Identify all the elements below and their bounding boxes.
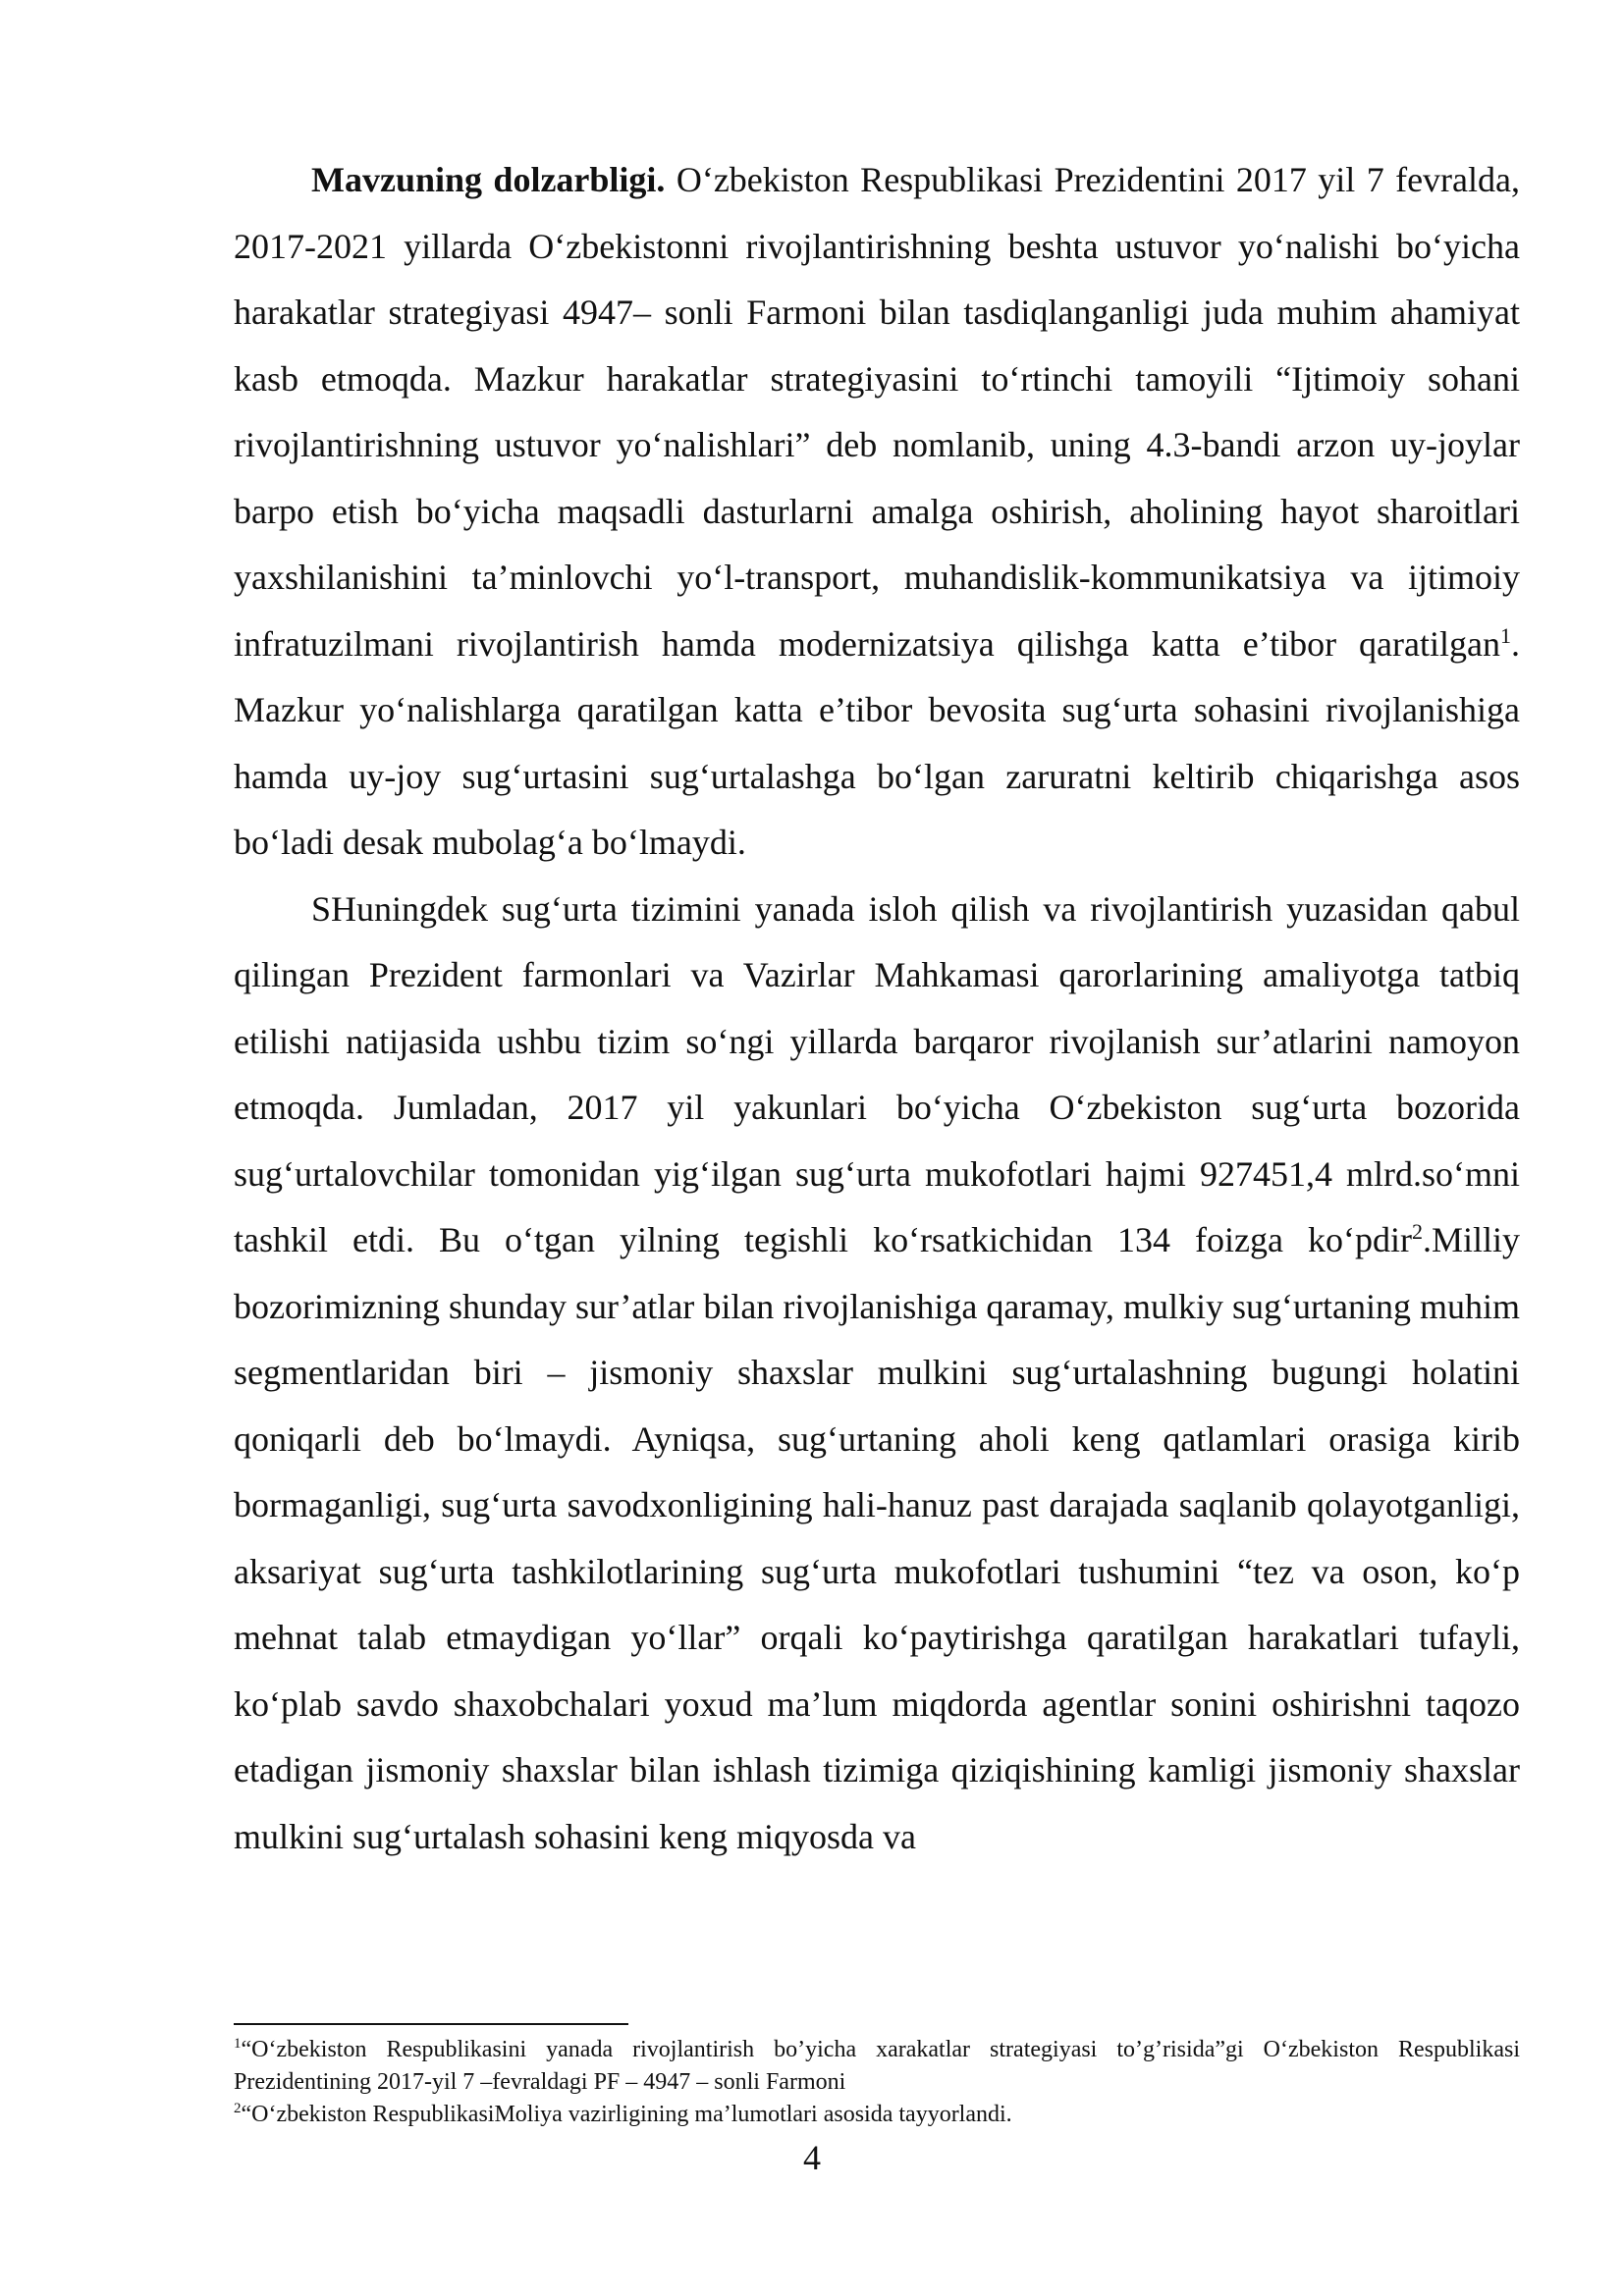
- document-body: [234, 147, 1520, 1870]
- footnote-separator: [234, 2023, 628, 2025]
- footnote-reference-2[interactable]: 2: [1411, 1219, 1423, 1244]
- footnote-mark: 1: [234, 2036, 242, 2052]
- footnote-2: [234, 2099, 1520, 2131]
- section-heading: Mavzuning dolzarbligi.: [311, 160, 666, 199]
- footnote-mark: 2: [234, 2101, 242, 2116]
- paragraph-text: .Milliy bozorimizning shunday sur’atlar bilan rivojlanishiga qaramay, mulkiy sug‘urtaning muhim segmentlaridan biri – jismoniy shaxslar mulkini sug‘urtalashning bugungi holatini qoniqarli deb bo‘lmaydi. Ayniqsa, sug‘urtaning aholi keng qatlamlari orasiga kirib bormaganligi, sug‘urta savodxonligining hali-hanuz past darajada saqlanib qolayotganligi, aksariyat sug‘urta tashkilotlarining sug‘urta mukofotlari tushumini “tez va oson, ko‘p mehnat talab etmaydigan yo‘llar” orqali ko‘paytirishga qaratilgan harakatlari tufayli, ko‘plab savdo shaxobchalari yoxud ma’lum miqdorda agentlar sonini oshirishni taqozo etadigan jismoniy shaxslar bilan ishlash tizimiga qiziqishining kamligi jismoniy shaxslar mulkini sug‘urtalash sohasini keng miqyosda va: [234, 1220, 1520, 1856]
- paragraph-relevance: [234, 147, 1520, 877]
- paragraph-insurance-system: [234, 877, 1520, 1871]
- paragraph-text: SHuningdek sug‘urta tizimini yanada isloh qilish va rivojlantirish yuzasidan qabul qilingan Prezident farmonlari va Vazirlar Mahkamasi qarorlarining amaliyotga tatbiq etilishi natijasida ushbu tizim so‘ngi yillarda barqaror rivojlanish sur’atlarini namoyon etmoqda. Jumladan, 2017 yil yakunlari bo‘yicha O‘zbekiston sug‘urta bozorida sug‘urtalovchilar tomonidan yig‘ilgan sug‘urta mukofotlari hajmi 927451,4 mlrd.so‘mni tashkil etdi. Bu o‘tgan yilning tegishli ko‘rsatkichidan 134 foizga ko‘pdir: [234, 888, 1520, 1259]
- footnotes: [234, 2034, 1520, 2131]
- footnote-1: [234, 2034, 1520, 2099]
- page-number: 4: [803, 2138, 821, 2177]
- footnote-text: “O‘zbekiston Respublikasini yanada rivojlantirish bo’yicha xarakatlar strategiyasi to’g’risida”gi O‘zbekiston Respublikasi Prezidentining 2017-yil 7 –fevraldagi PF – 4947 – sonli Farmoni: [234, 2037, 1520, 2095]
- paragraph-text: . Mazkur yo‘nalishlarga qaratilgan katta e’tibor bevosita sug‘urta sohasini rivojlanishiga hamda uy-joy sug‘urtasini sug‘urtalashga bo‘lgan zaruratni keltirib chiqarishga asos bo‘ladi desak mubolag‘a bo‘lmaydi.: [234, 623, 1520, 862]
- footnote-text: “O‘zbekiston RespublikasiMoliya vazirligining ma’lumotlari asosida tayyorlandi.: [241, 2102, 1012, 2127]
- footnote-reference-1[interactable]: 1: [1500, 622, 1511, 648]
- paragraph-text: O‘zbekiston Respublikasi Prezidentini 2017 yil 7 fevralda, 2017-2021 yillarda O‘zbekistonni rivojlantirishning beshta ustuvor yo‘nalishi bo‘yicha harakatlar strategiyasi 4947– sonli Farmoni bilan tasdiqlanganligi juda muhim ahamiyat kasb etmoqda. Mazkur harakatlar strategiyasini to‘rtinchi tamoyili “Ijtimoiy sohani rivojlantirishning ustuvor yo‘nalishlari” deb nomlanib, uning 4.3-bandi arzon uy-joylar barpo etish bo‘yicha maqsadli dasturlarni amalga oshirish, aholining hayot sharoitlari yaxshilanishini ta’minlovchi yo‘l-transport, muhandislik-kommunikatsiya va ijtimoiy infratuzilmani rivojlantirish hamda modernizatsiya qilishga katta e’tibor qaratilgan: [234, 160, 1521, 664]
